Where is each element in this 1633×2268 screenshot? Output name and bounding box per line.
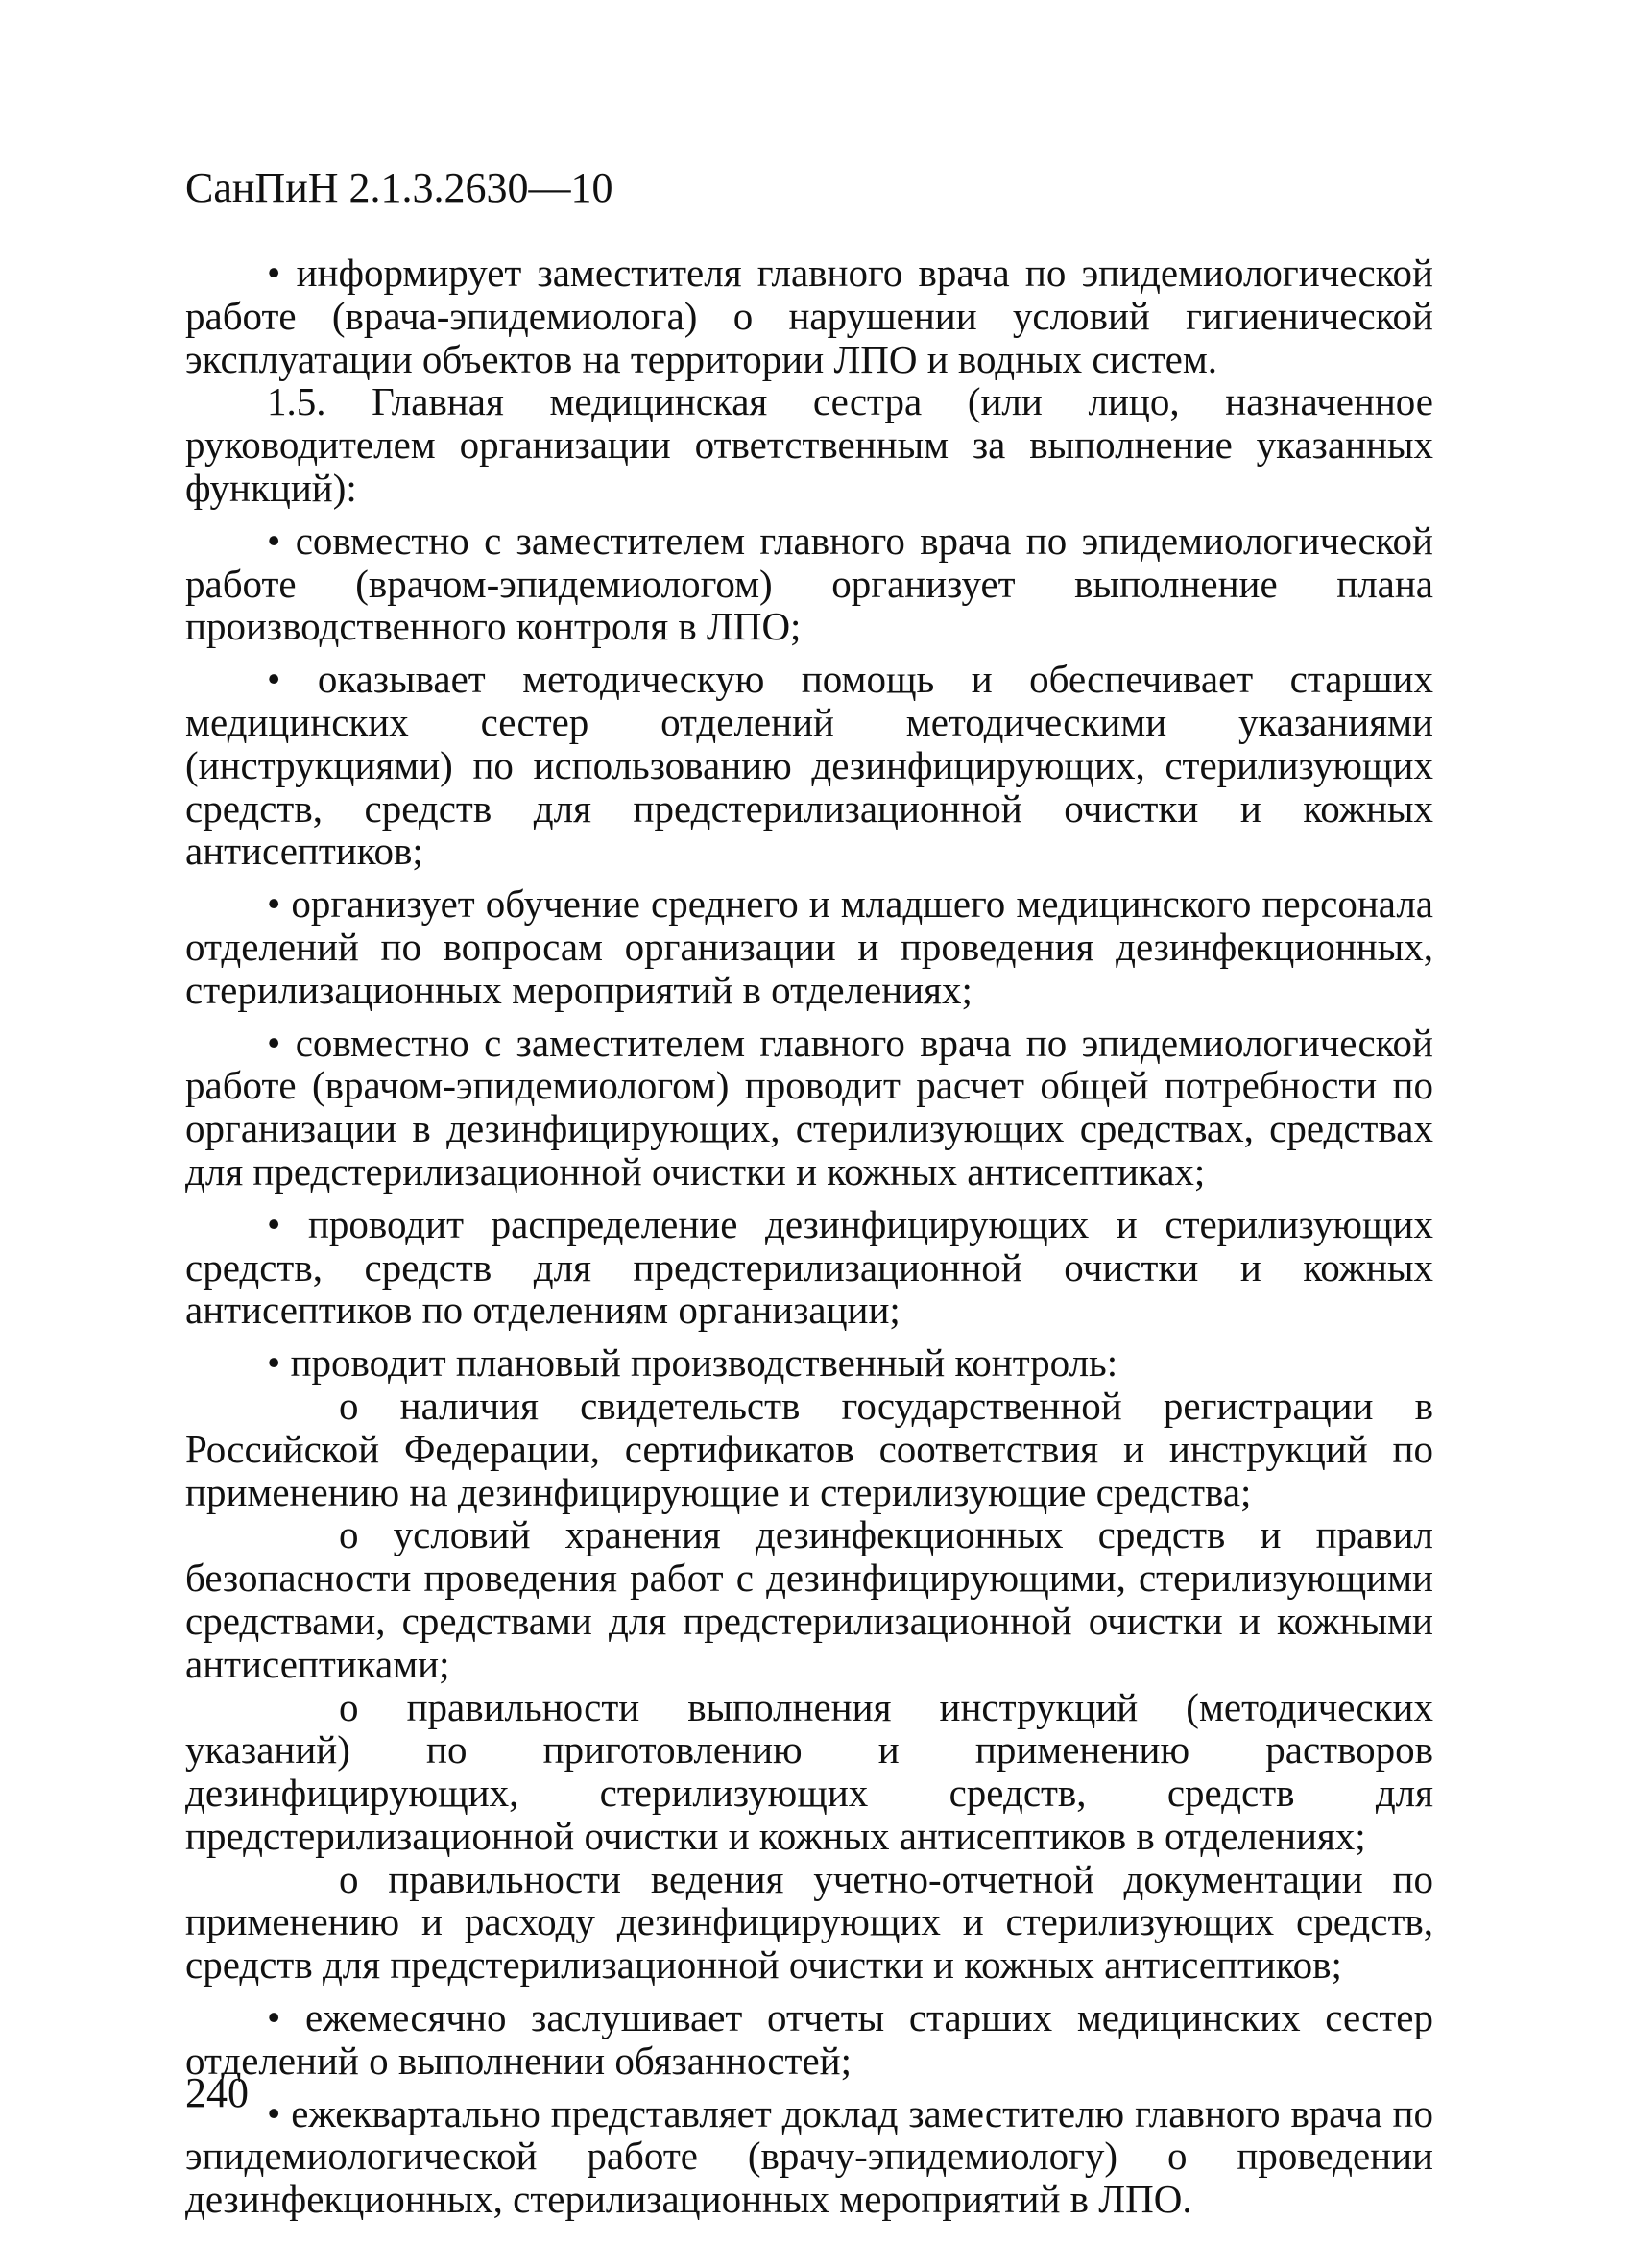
running-head: СанПиН 2.1.3.2630—10	[185, 164, 613, 211]
bullet-item: • совместно с заместителем главного врача по эпидемиологической работе (врачом-эпидемиологом) организует выполнение плана производственного контроля в ЛПО;	[185, 518, 1433, 649]
page-number: 240	[185, 2069, 249, 2116]
bullet-item: • проводит плановый производственный контроль:	[267, 1340, 1118, 1386]
sub-item: о правильности ведения учетно-отчетной документации по применению и расходу дезинфицирующих и стерилизующих средств, средств для предстерилизационной очистки и кожных антисептиков;	[185, 1856, 1433, 1988]
bullet-item: • ежемесячно заслушивает отчеты старших медицинских сестер отделений о выполнении обязанностей;	[185, 1995, 1433, 2083]
bullet-item: • проводит распределение дезинфицирующих и стерилизующих средств, средств для предстерилизационной очистки и кожных антисептиков по отделениям организации;	[185, 1201, 1433, 1333]
sub-item: о условий хранения дезинфекционных средств и правил безопасности проведения работ с дезинфицирующими, стерилизующими средствами, средствами для предстерилизационной очистки и кожными антисептиками;	[185, 1512, 1433, 1686]
body-text	[185, 252, 1433, 2221]
bullet-item: • оказывает методическую помощь и обеспечивает старших медицинских сестер отделений методическими указаниями (инструкциями) по использованию дезинфицирующих, стерилизующих средств, средств для предстерилизационной очистки и кожных антисептиков;	[185, 657, 1433, 874]
bullet-item: • информирует заместителя главного врача по эпидемиологической работе (врача-эпидемиолога) о нарушении условий гигиенической эксплуатации объектов на территории ЛПО и водных систем.	[185, 251, 1433, 381]
bullet-item: • ежеквартально представляет доклад заместителю главного врача по эпидемиологической работе (врачу-эпидемиологу) о проведении дезинфекционных, стерилизационных мероприятий в ЛПО.	[185, 2090, 1433, 2222]
sub-item: о наличия свидетельств государственной регистрации в Российской Федерации, сертификатов соответствия и инструкций по применению на дезинфицирующие и стерилизующие средства;	[185, 1383, 1433, 1514]
section-heading-paragraph: 1.5. Главная медицинская сестра (или лицо, назначенное руководителем организации ответственным за выполнение указанных функций):	[185, 379, 1433, 510]
bullet-item: • организует обучение среднего и младшего медицинского персонала отделений по вопросам организации и проведения дезинфекционных, стерилизационных мероприятий в отделениях;	[185, 881, 1433, 1012]
bullet-item: • совместно с заместителем главного врача по эпидемиологической работе (врачом-эпидемиологом) проводит расчет общей потребности по организации в дезинфицирующих, стерилизующих средствах, средствах для предстерилизационной очистки и кожных антисептиках;	[185, 1020, 1433, 1194]
sub-item: о правильности выполнения инструкций (методических указаний) по приготовлению и применению растворов дезинфицирующих, стерилизующих средств, средств для предстерилизационной очистки и кожных антисептиков в отделениях;	[185, 1684, 1433, 1858]
